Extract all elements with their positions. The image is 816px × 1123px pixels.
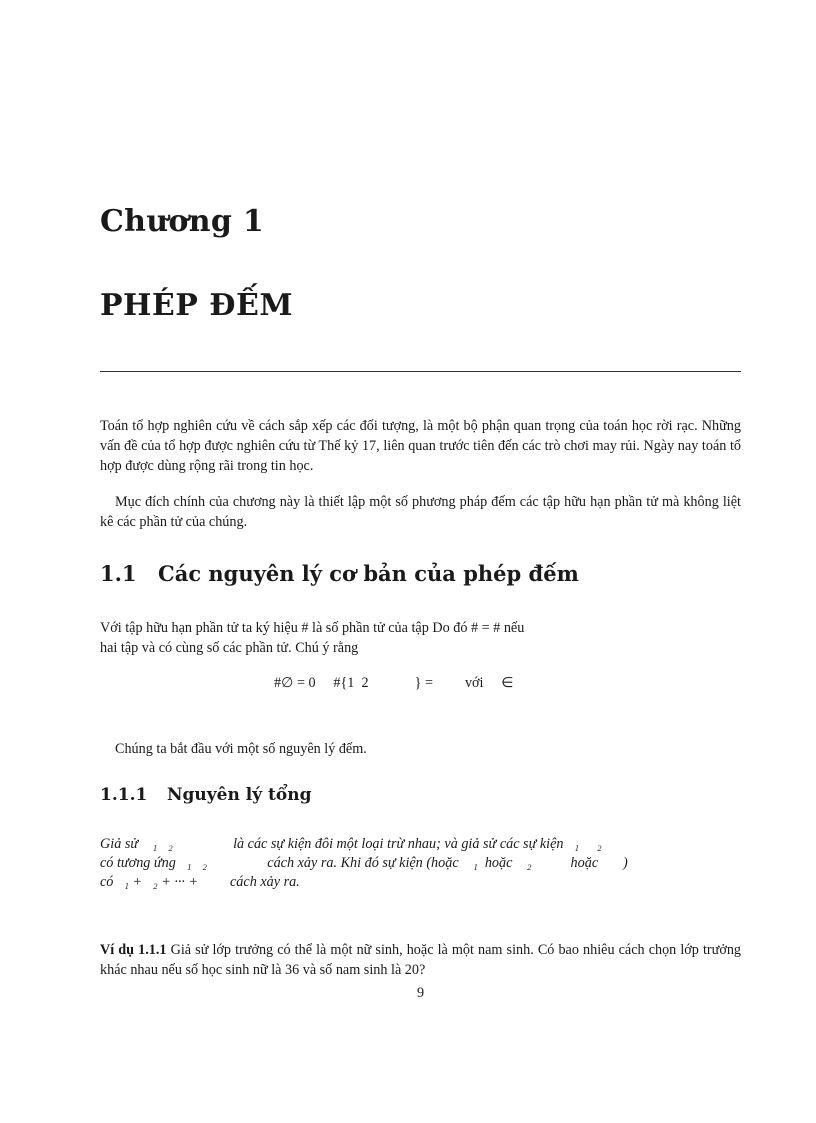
sum-rule-statement bbox=[100, 835, 741, 892]
display-formula: #∅ = 0 #{1 2 } = với ∈ bbox=[274, 675, 514, 691]
subsection-number: 1.1.1 bbox=[100, 785, 148, 805]
intro-paragraph-2: Mục đích chính của chương này là thiết lập một số phương pháp đếm các tập hữu hạn phần tử mà không liệt kê các phần tử của chúng. bbox=[100, 494, 741, 530]
section-number: 1.1 bbox=[100, 561, 137, 586]
chapter-title: PHÉP ĐẾM bbox=[100, 288, 294, 323]
section-text-line: hai tập và có cùng số các phần tử. Chú ý rằng bbox=[100, 639, 359, 656]
example-text: Giả sử lớp trưởng có thể là một nữ sinh, hoặc là một nam sinh. Có bao nhiêu cách chọn lớp trưởng khác nhau nếu số học sinh nữ là 36 và số nam sinh là 20? bbox=[100, 942, 742, 979]
section-paragraph bbox=[100, 619, 741, 659]
example-paragraph bbox=[100, 940, 741, 980]
page-number: 9 bbox=[416, 985, 425, 1001]
section-heading bbox=[100, 561, 579, 586]
theorem-line: có tương ứng ₁ ₂ cách xảy ra. Khi đó sự kiện (hoặc ₁ hoặc ₂ hoặc ) bbox=[100, 855, 628, 871]
example-label: Ví dụ 1.1.1 bbox=[100, 942, 167, 959]
theorem-line: Giả sử ₁ ₂ là các sự kiện đôi một loại trừ nhau; và giả sử các sự kiện ₁ ₂ bbox=[100, 836, 602, 852]
section-text-line: Với tập hữu hạn phần tử ta ký hiệu # là số phần tử của tập Do đó # = # nếu bbox=[100, 620, 525, 636]
chapter-divider bbox=[100, 371, 741, 372]
section-closing-paragraph: Chúng ta bắt đầu với một số nguyên lý đếm. bbox=[115, 741, 367, 758]
document-page bbox=[100, 0, 741, 1123]
subsection-title: Nguyên lý tổng bbox=[167, 785, 312, 805]
theorem-line: có ₁ + ₂ + ··· + cách xảy ra. bbox=[100, 874, 300, 890]
intro-paragraph-1: Toán tổ hợp nghiên cứu về cách sắp xếp các đối tượng, là một bộ phận quan trọng của toán học rời rạc. Những vấn đề của tổ hợp được nghiên cứu từ Thế kỷ 17, liên quan trước tiên đến các trò chơi may rủi. Ngày nay toán tổ hợp được dùng rộng rãi trong tin học. bbox=[100, 418, 741, 474]
subsection-heading bbox=[100, 785, 311, 805]
chapter-label: Chương 1 bbox=[100, 204, 265, 239]
section-title: Các nguyên lý cơ bản của phép đếm bbox=[158, 561, 579, 586]
